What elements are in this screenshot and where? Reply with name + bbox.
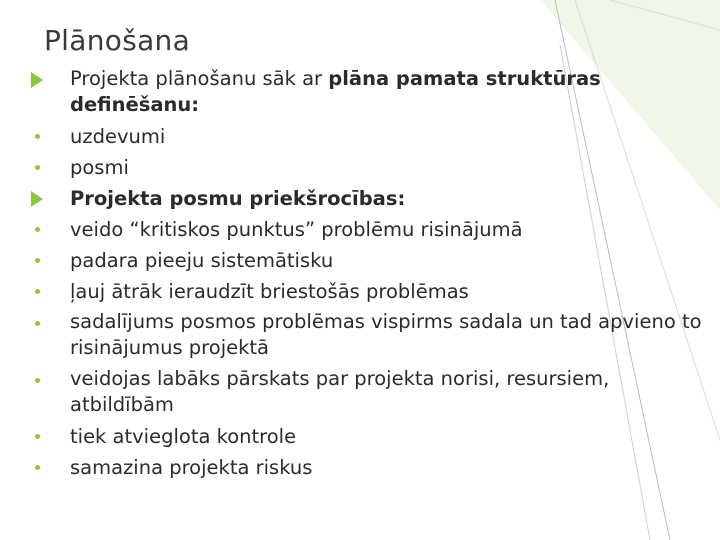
list-item-text: uzdevumi: [70, 125, 166, 148]
list-item-text: tiek atvieglota kontrole: [70, 425, 297, 448]
dot-icon: [26, 421, 48, 452]
dot-icon: [26, 452, 48, 483]
list-item-text-bold: plāna pamata struktūras definēšanu:: [70, 67, 601, 116]
dot-icon: [26, 276, 48, 307]
list-item-text: samazina projekta riskus: [70, 456, 313, 479]
list-item: [26, 214, 710, 245]
list-item: [26, 452, 710, 483]
list-item-text: [70, 66, 710, 118]
list-item-text: veido “kritiskos punktus” problēmu risinājumā: [70, 218, 523, 241]
list-item-text: Projekta posmu priekšrocības:: [70, 187, 406, 210]
slide-title: Plānošana: [44, 24, 191, 57]
list-item: [26, 276, 710, 307]
list-item-text: sadalījums posmos problēmas vispirms sadala un tad apvieno to risinājumus projektā: [70, 310, 702, 359]
list-item: [26, 421, 710, 452]
list-item: [26, 121, 710, 152]
list-item-text-part: Projekta plānošanu sāk ar: [70, 67, 329, 90]
list-item-text: ļauj ātrāk ieraudzīt briestošās problēmas: [70, 280, 469, 303]
dot-icon: [26, 152, 48, 183]
list-item-text: padara pieeju sistemātisku: [70, 249, 334, 272]
dot-icon: [26, 121, 48, 152]
arrow-icon: [26, 183, 48, 214]
list-item: [26, 245, 710, 276]
list-item: [26, 64, 710, 121]
list-item: [26, 183, 710, 214]
list-item-text: posmi: [70, 156, 129, 179]
arrow-icon: [26, 67, 48, 93]
list-item-text: veidojas labāks pārskats par projekta norisi, resursiem, atbildībām: [70, 367, 610, 416]
list-item: [26, 307, 710, 364]
dot-icon: [26, 214, 48, 245]
dot-icon: [26, 245, 48, 276]
dot-icon: [26, 310, 48, 336]
list-item: [26, 152, 710, 183]
bullet-list: [26, 64, 710, 483]
dot-icon: [26, 367, 48, 393]
list-item: [26, 364, 710, 421]
